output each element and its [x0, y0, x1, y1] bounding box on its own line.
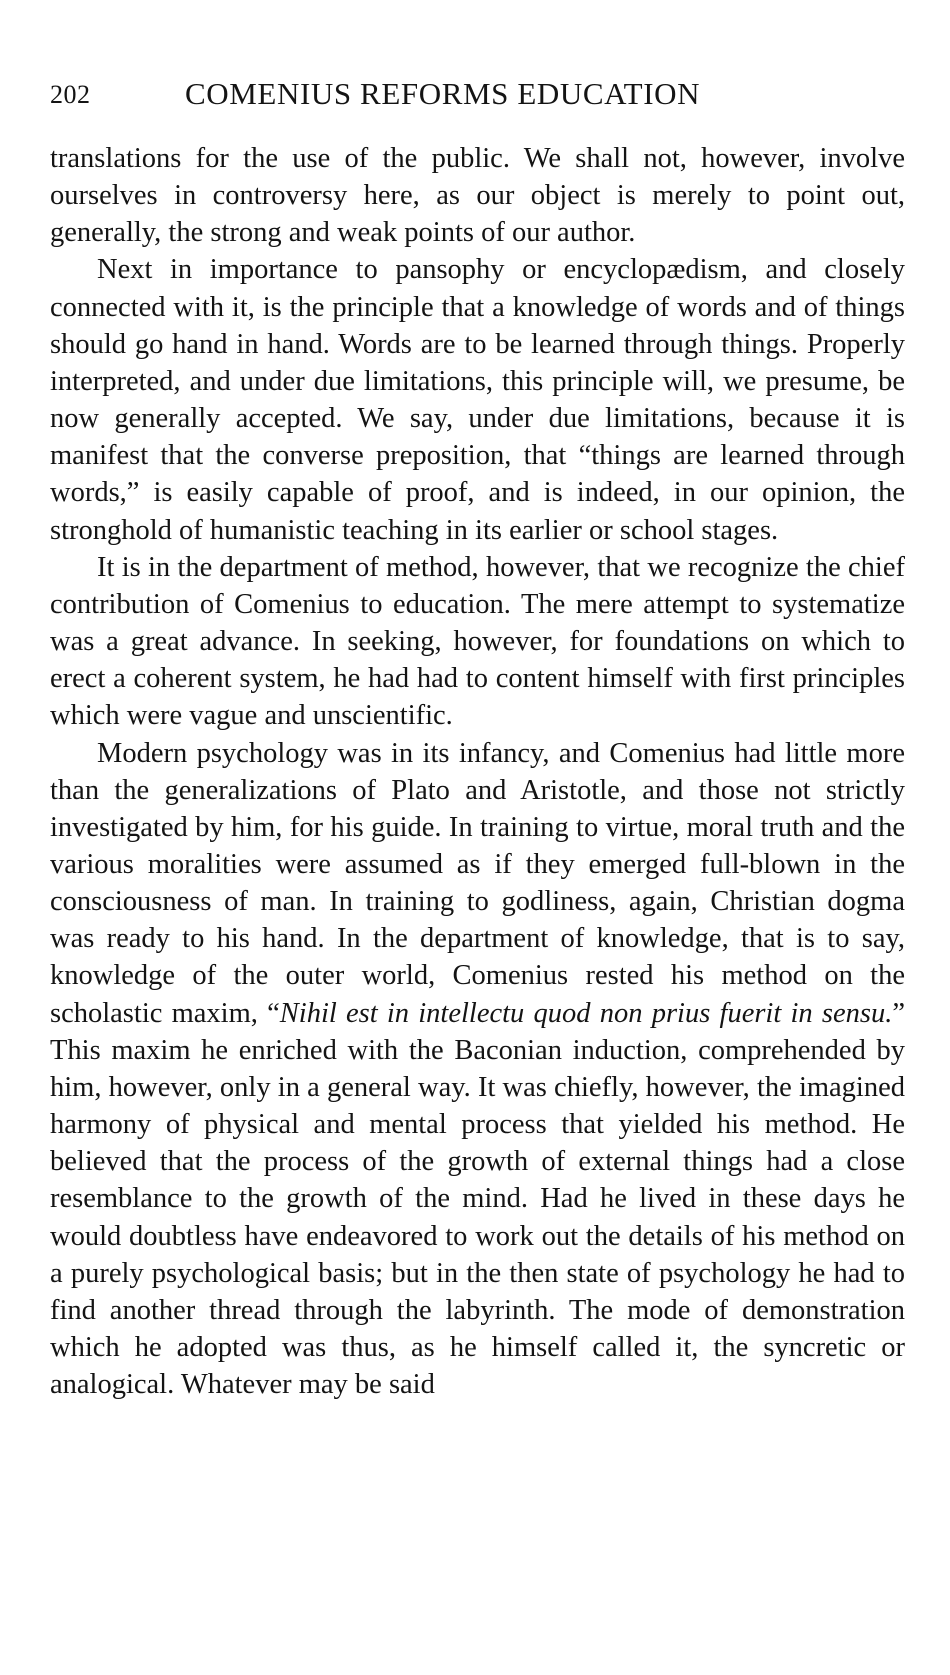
paragraph-method: It is in the department of method, however, that we recognize the chief contribution of Comenius to education. The mere attempt to systematize was a great advance. In seeking, however, for foundations on which to erect a coherent system, he had had to content himself with first principles which were vague and unscientific.: [50, 551, 905, 732]
running-title: COMENIUS REFORMS EDUCATION: [185, 76, 701, 111]
body-text: [50, 140, 905, 1403]
paragraph-text-after-maxim: ” This maxim he enriched with the Baconian induction, comprehended by him, however, only in a general way. It was chiefly, however, the imagined harmony of physical and mental process that yielded his method. He believed that the process of the growth of external things had a close resemblance to the growth of the mind. Had he lived in these days he would doubtless have endeavored to work out the details of his method on a purely psychological basis; but in the then state of psychology he had to find another thread through the labyrinth. The mode of demonstration which he adopted was thus, as he himself called it, the syncretic or analogical. Whatever may be said: [50, 997, 905, 1401]
paragraph-psychology: [50, 735, 905, 1404]
paragraph-words-and-things: Next in importance to pansophy or encyclopædism, and closely connected with it, is the principle that a knowledge of words and of things should go hand in hand. Words are to be learned through things. Properly interpreted, and under due limitations, this principle will, we presume, be now generally accepted. We say, under due limitations, because it is manifest that the converse preposition, that “things are learned through words,” is easily capable of proof, and is indeed, in our opinion, the stronghold of humanistic teaching in its earlier or school stages.: [50, 254, 905, 546]
page-number: 202: [50, 80, 91, 109]
latin-maxim: Nihil est in intellectu quod non prius fuerit in sensu.: [279, 997, 893, 1029]
paragraph-continuation: translations for the use of the public. We shall not, however, involve ourselves in controversy here, as our object is merely to point out, generally, the strong and weak points of our author.: [50, 143, 905, 249]
paragraph-text-before-maxim: Modern psychology was in its infancy, and Comenius had little more than the generalizations of Plato and Aristotle, and those not strictly investigated by him, for his guide. In training to virtue, moral truth and the various moralities were assumed as if they emerged full-blown in the consciousness of man. In training to godliness, again, Christian dogma was ready to his hand. In the department of knowledge, that is to say, knowledge of the outer world, Comenius rested his method on the scholastic maxim, “: [50, 737, 905, 1029]
running-head: [50, 76, 905, 116]
